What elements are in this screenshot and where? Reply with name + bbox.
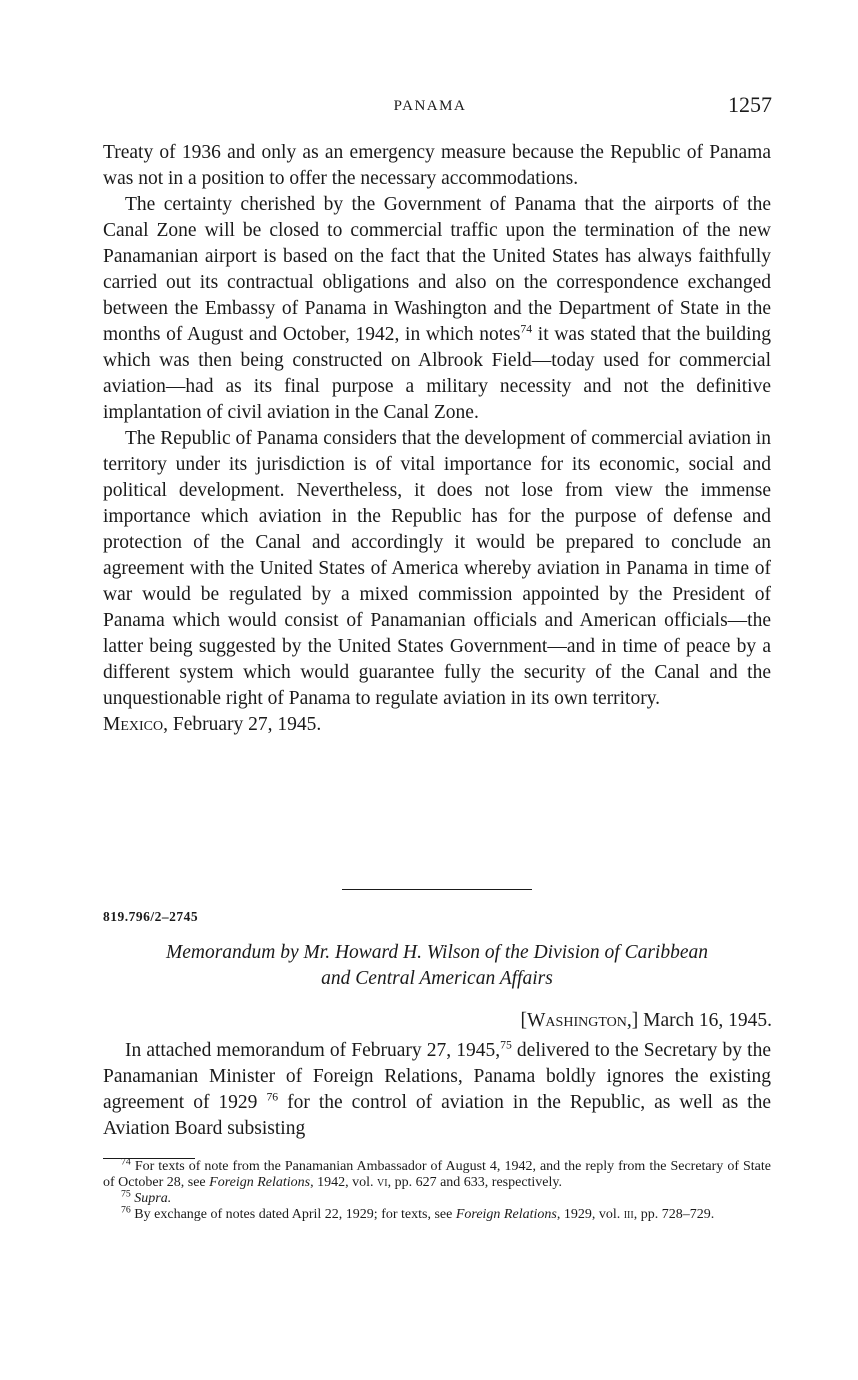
memo-paragraph: In attached memorandum of February 27, 1945,75 delivered to the Secretary by the Panamanian Minister of Foreign Relations, Panama boldly ignores the existing agreement of 1929 $^{76}$ for the control of aviation in the Republic, as well as the Aviation Board subsisting bbox=[103, 1038, 772, 1139]
signature-line bbox=[103, 712, 771, 738]
dateline-place: Washington bbox=[527, 1010, 627, 1031]
paragraph-text: it was stated that the building which was then being constructed on Albrook Field—today used for commercial aviation—had as its final purpose a military necessity and not the definitive implantation of civil aviation in the Canal Zone. bbox=[103, 324, 771, 423]
paragraph-commercial-aviation: The Republic of Panama considers that the development of commercial aviation in territory under its jurisdiction is of vital importance for its economic, social and political development. Nevertheless, it does not lose from view the immense importance which aviation in the Republic has for the purpose of defense and protection of the Canal and accordingly it would be prepared to conclude an agreement with the United States of America whereby aviation in Panama in time of war would be regulated by a mixed commission appointed by the President of Panama which would consist of Panamanian officials and American officials—the latter being suggested by the United States Government—and in time of peace by a different system which would guarantee fully the security of the Canal and the unquestionable right of Panama to regulate aviation in its own territory. bbox=[103, 428, 772, 709]
footnote-ref-74: 74 bbox=[520, 322, 533, 336]
footnote-ref-76: 76 bbox=[266, 1090, 279, 1104]
title-line: and Central American Affairs bbox=[321, 968, 553, 989]
title-line: Memorandum by Mr. Howard H. Wilson of the Division of Caribbean bbox=[165, 942, 708, 963]
running-head bbox=[0, 92, 858, 122]
signature-date: , February 27, 1945. bbox=[163, 714, 322, 735]
section-divider bbox=[342, 889, 532, 890]
document-title bbox=[103, 940, 771, 992]
dateline: [Washington,] March 16, 1945. bbox=[520, 1010, 772, 1031]
paragraph-text: The certainty cherished by the Government of Panama that the airports of the Canal Zone will be closed to commercial traffic upon the termination of the new Panamanian airport is based on the fact that the United States has always faithfully carried out its contractual obligations and also on the correspondence exchanged between the Embassy of Panama in Washington and the Department of State in the months of August and October, 1942, in which notes bbox=[103, 194, 771, 345]
dateline-date: ,] March 16, 1945. bbox=[626, 1010, 772, 1031]
footnote-ref-75: 75 bbox=[500, 1038, 512, 1052]
paragraph-continued: Treaty of 1936 and only as an emergency measure because the Republic of Panama was not in a position to offer the necessary accommodations. bbox=[103, 142, 771, 189]
body-text bbox=[103, 140, 771, 738]
memo-body bbox=[103, 1038, 771, 1142]
footnote-75: $^{75}$ Supra. bbox=[121, 1188, 172, 1206]
file-number: 819.796/2–2745 bbox=[103, 909, 199, 924]
paragraph-airports bbox=[103, 192, 771, 426]
page-number: 1257 bbox=[728, 92, 772, 117]
footnotes bbox=[103, 1156, 771, 1223]
signature-place: Mexico bbox=[103, 714, 164, 735]
running-title: PANAMA bbox=[393, 98, 467, 114]
footnote-76: $^{76}$ By exchange of notes dated April 22, 1929; for texts, see Foreign Relations, 1929, vol. iii, pp. 728–729. bbox=[121, 1204, 715, 1222]
footnote-74: $^{74}$ For texts of note from the Panamanian Ambassador of August 4, 1942, and the reply from the Secretary of State of October 28, see Foreign Relations, 1942, vol. vi, pp. 627 and 633, respectively. bbox=[103, 1156, 771, 1190]
